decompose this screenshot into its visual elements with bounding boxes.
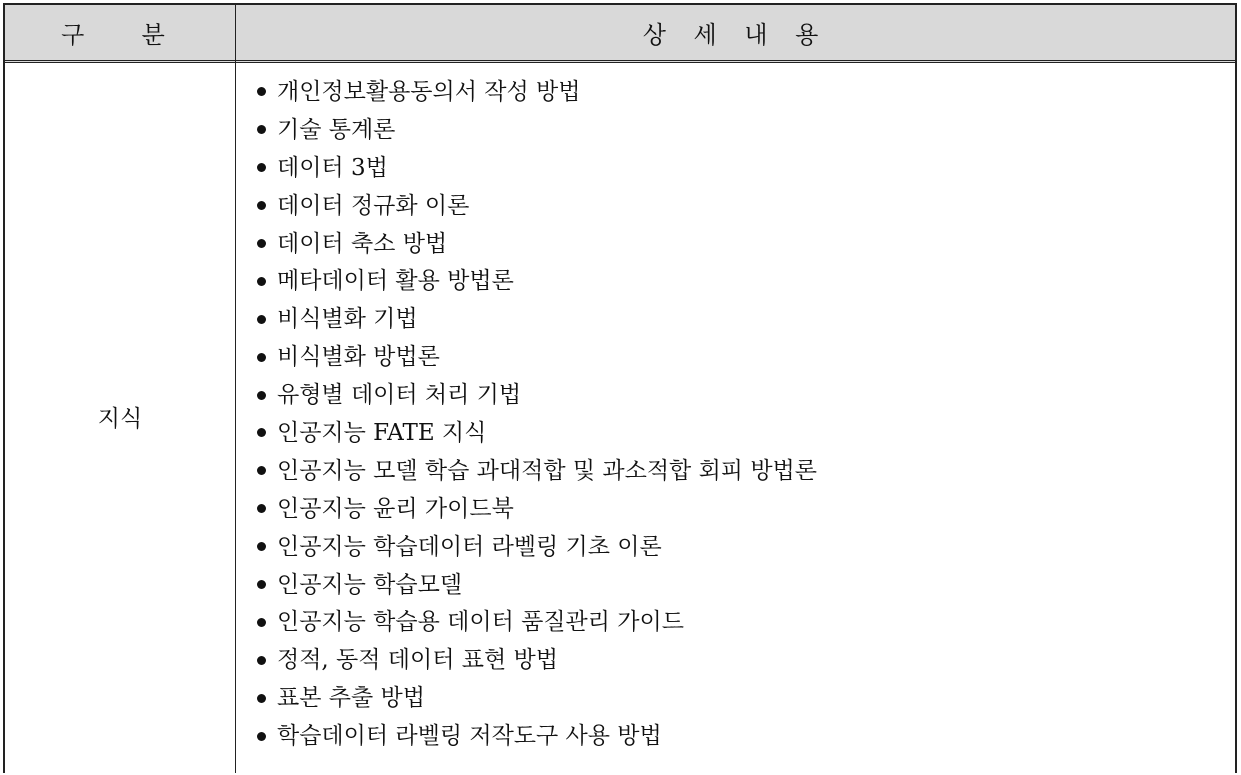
bullet-icon (257, 732, 266, 741)
list-item: 학습데이터 라벨링 저작도구 사용 방법 (257, 717, 817, 755)
bullet-icon (257, 580, 266, 589)
list-item: 메타데이터 활용 방법론 (257, 262, 817, 300)
list-item: 유형별 데이터 처리 기법 (257, 376, 817, 414)
list-item: 인공지능 모델 학습 과대적합 및 과소적합 회피 방법론 (257, 452, 817, 490)
list-item: 데이터 3법 (257, 149, 817, 187)
bullet-icon (257, 315, 266, 324)
bullet-icon (257, 277, 266, 286)
list-item: 표본 추출 방법 (257, 679, 817, 717)
bullet-icon (257, 353, 266, 362)
list-item: 정적, 동적 데이터 표현 방법 (257, 641, 817, 679)
bullet-icon (257, 504, 266, 513)
list-item: 데이터 정규화 이론 (257, 187, 817, 225)
table-header-row (5, 5, 1235, 63)
list-item: 개인정보활용동의서 작성 방법 (257, 73, 817, 111)
bullet-icon (257, 201, 266, 210)
list-item: 인공지능 FATE 지식 (257, 414, 817, 452)
bullet-icon (257, 428, 266, 437)
bullet-icon (257, 163, 266, 172)
table-row (5, 66, 1235, 775)
list-item: 인공지능 학습용 데이터 품질관리 가이드 (257, 603, 817, 641)
list-item: 기술 통계론 (257, 111, 817, 149)
row-category: 지식 (97, 405, 143, 432)
bullet-icon (257, 391, 266, 400)
header-details: 상 세 내 용 (642, 21, 829, 49)
bullet-icon (257, 125, 266, 134)
bullet-icon (257, 656, 266, 665)
list-item: 데이터 축소 방법 (257, 225, 817, 263)
list-item: 비식별화 방법론 (257, 338, 817, 376)
list-item: 인공지능 학습데이터 라벨링 기초 이론 (257, 528, 817, 566)
bullet-icon (257, 87, 266, 96)
detail-list (257, 73, 817, 755)
bullet-icon (257, 466, 266, 475)
list-item: 인공지능 윤리 가이드북 (257, 490, 817, 528)
list-item: 비식별화 기법 (257, 300, 817, 338)
knowledge-table (3, 3, 1237, 773)
bullet-icon (257, 694, 266, 703)
list-item: 인공지능 학습모델 (257, 566, 817, 604)
bullet-icon (257, 542, 266, 551)
bullet-icon (257, 618, 266, 627)
bullet-icon (257, 239, 266, 248)
header-category: 구 분 (61, 21, 179, 49)
